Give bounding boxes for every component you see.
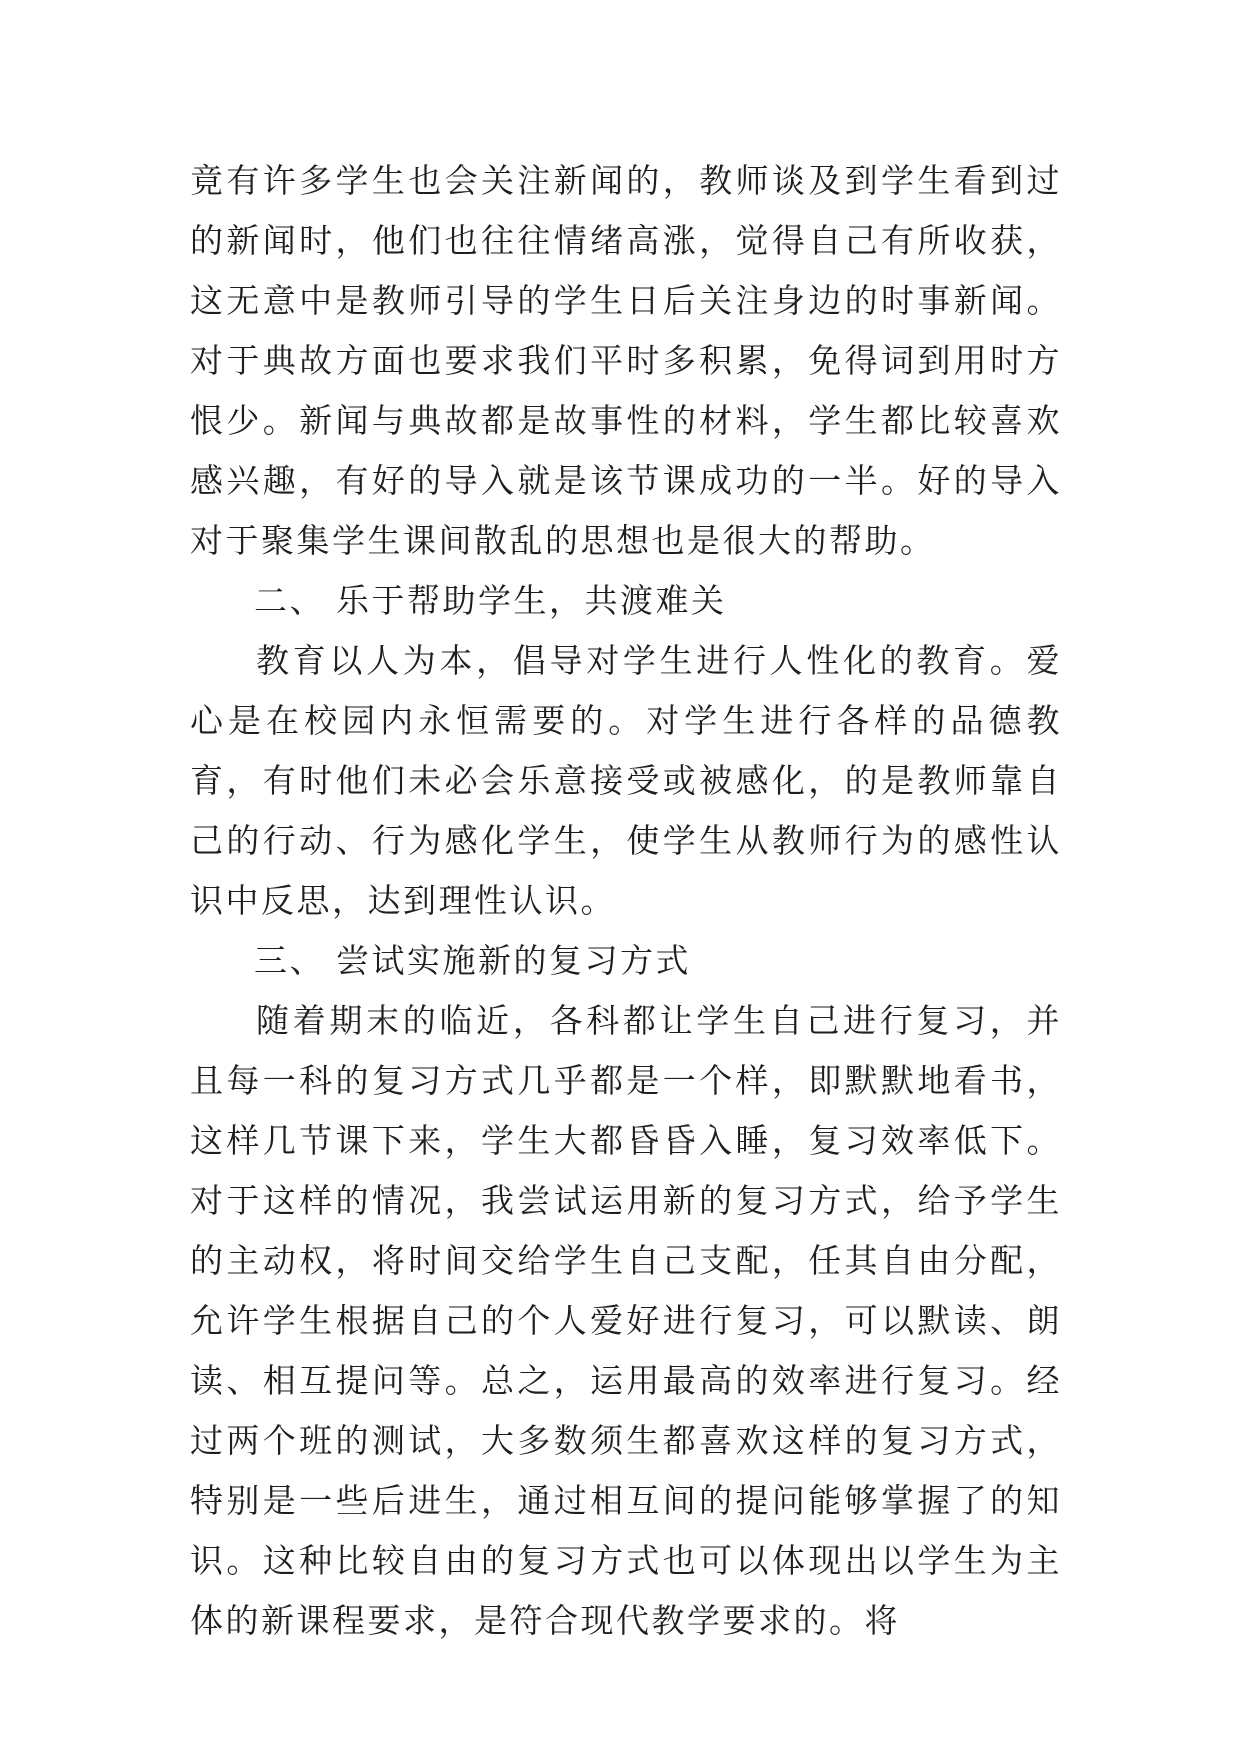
section-number: 三、 [254,941,325,980]
section-title: 尝试实施新的复习方式 [336,941,691,980]
section-title: 乐于帮助学生，共渡难关 [336,581,727,620]
section-number: 二、 [254,581,325,620]
section-heading-two [190,571,1062,631]
section-heading-three [190,931,1062,991]
body-text [190,151,1062,1651]
paragraph-news-and-allusions: 竟有许多学生也会关注新闻的，教师谈及到学生看到过的新闻时，他们也往往情绪高涨，觉得自己有所收获，这无意中是教师引导的学生日后关注身边的时事新闻。对于典故方面也要求我们平时多积累，免得词到用时方恨少。新闻与典故都是故事性的材料，学生都比较喜欢感兴趣，有好的导入就是该节课成功的一半。好的导入对于聚集学生课间散乱的思想也是很大的帮助。 [190,161,1062,560]
paragraph-help-students: 教育以人为本，倡导对学生进行人性化的教育。爱心是在校园内永恒需要的。对学生进行各样的品德教育，有时他们未必会乐意接受或被感化，的是教师靠自己的行动、行为感化学生，使学生从教师行为的感性认识中反思，达到理性认识。 [190,641,1062,920]
paragraph-review-method: 随着期末的临近，各科都让学生自己进行复习，并且每一科的复习方式几乎都是一个样，即默默地看书，这样几节课下来，学生大都昏昏入睡，复习效率低下。对于这样的情况，我尝试运用新的复习方式，给予学生的主动权，将时间交给学生自己支配，任其自由分配，允许学生根据自己的个人爱好进行复习，可以默读、朗读、相互提问等。总之，运用最高的效率进行复习。经过两个班的测试，大多数须生都喜欢这样的复习方式，特别是一些后进生，通过相互间的提问能够掌握了的知识。这种比较自由的复习方式也可以体现出以学生为主体的新课程要求，是符合现代教学要求的。将 [190,1001,1062,1640]
